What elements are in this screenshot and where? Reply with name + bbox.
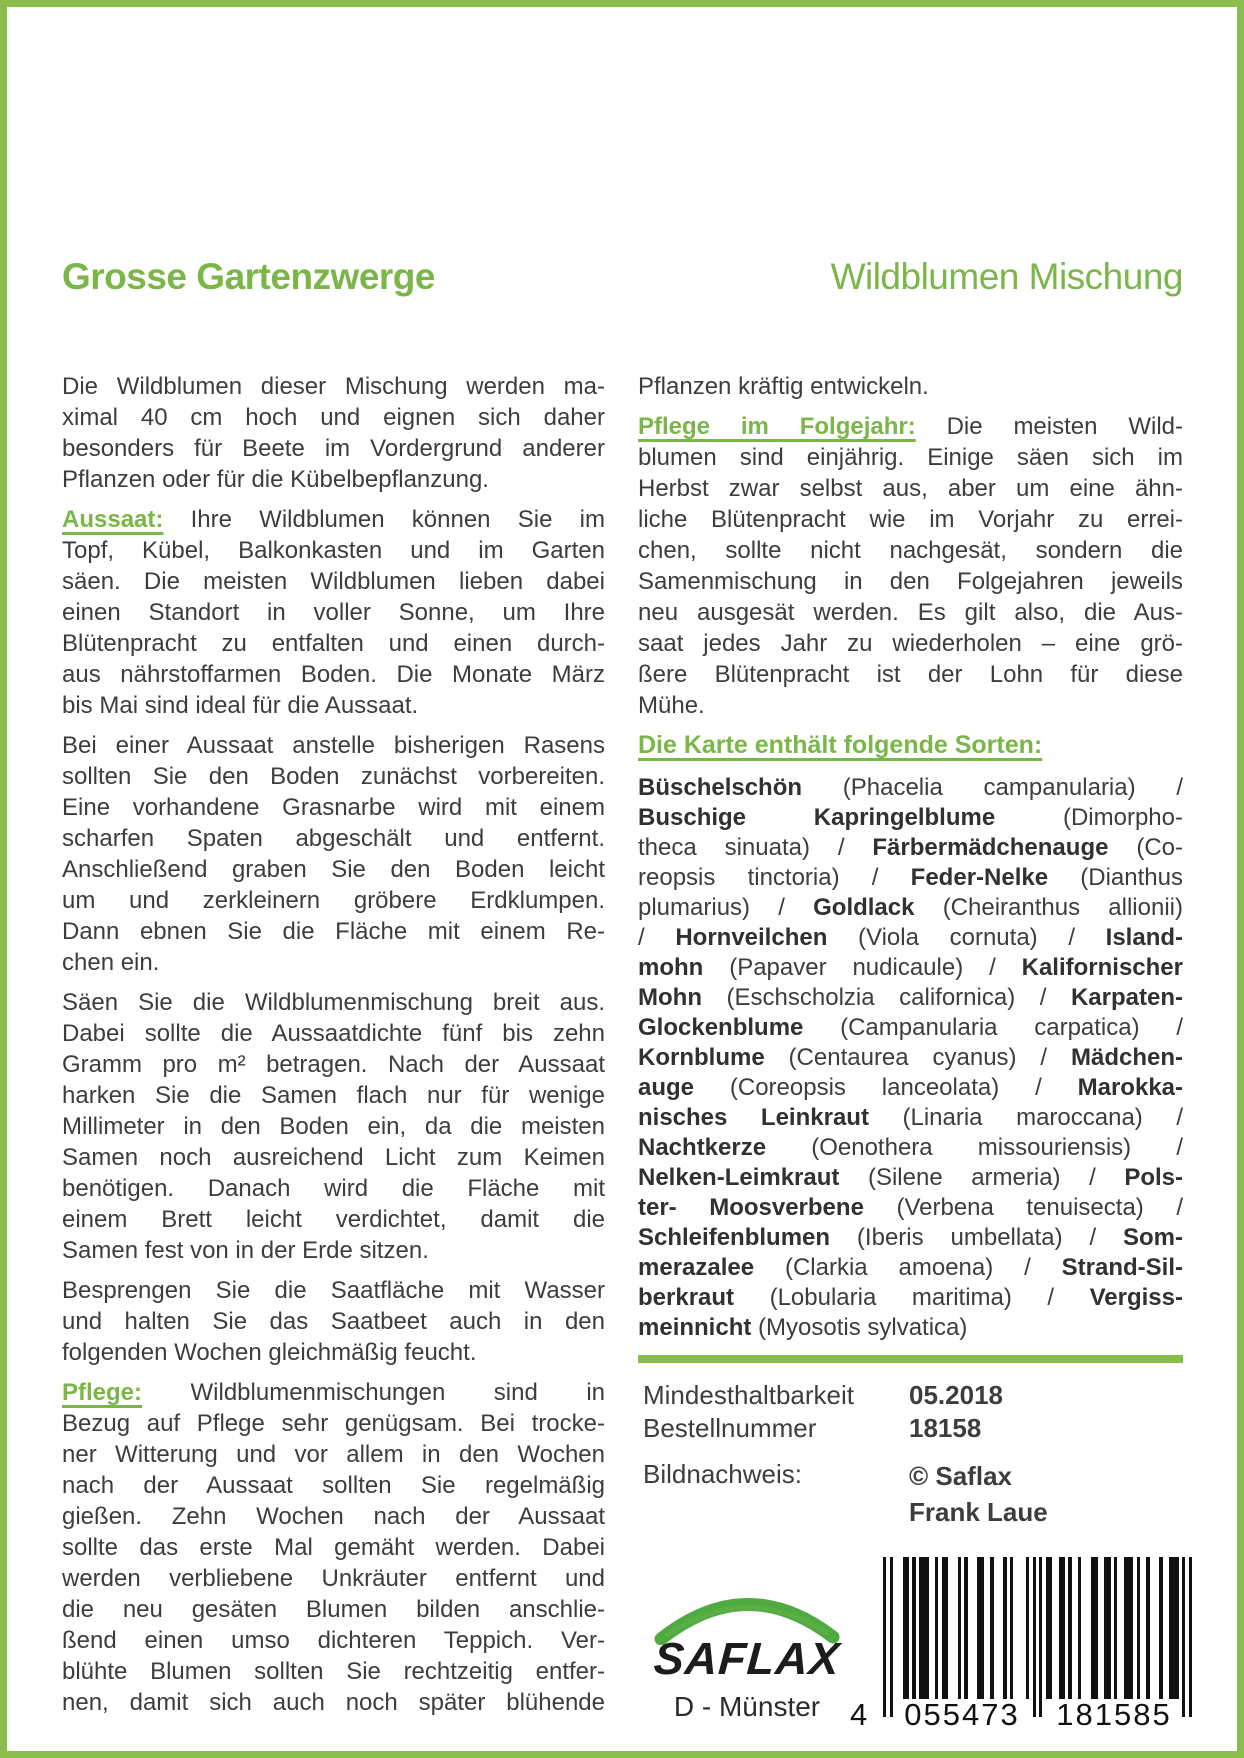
text-line: berkraut (Lobularia maritima) / Vergiss- (638, 1284, 1183, 1311)
shelf-life-row (643, 1379, 1183, 1412)
text-line: Mühe. (638, 692, 705, 719)
text-line: Samen fest von in der Erde sitzen. (62, 1237, 429, 1264)
text-line: Topf, Kübel, Balkonkasten und im Garten (62, 537, 605, 564)
text-line: nisches Leinkraut (Linaria maroccana) / (638, 1104, 1183, 1131)
inline-section-lead: Aussaat: (62, 506, 164, 533)
text-line: ter- Moosverbene (Verbena tenuisecta) / (638, 1194, 1183, 1221)
text-line: reopsis tinctoria) / Feder-Nelke (Dianthus (638, 864, 1183, 891)
text-line: besonders für Beete im Vordergrund anderer (62, 435, 605, 462)
text-line: Pflege: Wildblumenmischungen sind in (62, 1379, 605, 1406)
text-line: benötigen. Danach wird die Fläche mit (62, 1175, 605, 1202)
text-line: liche Blütenpracht wie im Vorjahr zu errei- (638, 506, 1183, 533)
text-line: Pflanzen oder für die Kübelbepflanzung. (62, 466, 489, 493)
photo-credit-row (643, 1458, 1183, 1530)
text-line: Dann ebnen Sie die Fläche mit einem Re- (62, 918, 605, 945)
barcode-right-digits: 181585 (1056, 1697, 1172, 1732)
text-line: Gramm pro m² betragen. Nach der Aussaat (62, 1051, 605, 1078)
brand-name: SAFLAX (652, 1633, 842, 1684)
photo-credit-line2: Frank Laue (909, 1497, 1048, 1527)
text-line: nach der Aussaat sollten Sie regelmäßig (62, 1472, 605, 1499)
text-line: neu ausgesät werden. Es gilt also, die Aus- (638, 599, 1183, 626)
text-line: Säen Sie die Wildblumenmischung breit aus. (62, 989, 605, 1016)
text-line: merazalee (Clarkia amoena) / Strand-Sil- (638, 1254, 1183, 1281)
paragraph (638, 411, 1183, 721)
shelf-life-value: 05.2018 (909, 1380, 1003, 1410)
text-line: ner Witterung und vor allem in den Wochen (62, 1441, 605, 1468)
page-title-product: Wildblumen Mischung (830, 256, 1183, 297)
text-line: Pflanzen kräftig entwickeln. (638, 373, 929, 400)
text-line: theca sinuata) / Färbermädchenauge (Co- (638, 834, 1183, 861)
order-number-row (643, 1412, 1183, 1445)
text-line: Glockenblume (Campanularia carpatica) / (638, 1014, 1183, 1041)
text-line: meinnicht (Myosotis sylvatica) (638, 1314, 968, 1341)
text-line: Anschließend graben Sie den Boden leicht (62, 856, 605, 883)
text-line: Aussaat: Ihre Wildblumen können Sie im (62, 506, 605, 533)
text-line: die neu gesäten Blumen bilden anschlie- (62, 1596, 605, 1623)
text-line: blühte Blumen sollten Sie rechtzeitig entfer- (62, 1658, 605, 1685)
text-line: Samenmischung in den Folgejahren jeweils (638, 568, 1183, 595)
text-line: bis Mai sind ideal für die Aussaat. (62, 692, 419, 719)
text-line: Pflege im Folgejahr: Die meisten Wild- (638, 413, 1183, 440)
text-line: folgenden Wochen gleichmäßig feucht. (62, 1339, 477, 1366)
text-line: mohn (Papaver nudicaule) / Kalifornischer (638, 954, 1183, 981)
barcode (850, 1557, 1192, 1735)
paragraph (62, 371, 605, 495)
sorts-section-heading: Die Karte enthält folgende Sorten: (638, 731, 1043, 759)
text-line: Bei einer Aussaat anstelle bisherigen Rasens (62, 732, 605, 759)
text-line: Samen noch ausreichend Licht zum Keimen (62, 1144, 605, 1171)
text-line: Dabei sollte die Aussaatdichte fünf bis zehn (62, 1020, 605, 1047)
text-line: chen, sollte nicht nachgesät, sondern die (638, 537, 1183, 564)
text-line: scharfen Spaten abgeschält und entfernt. (62, 825, 605, 852)
barcode-first-digit: 4 (850, 1697, 868, 1732)
text-line: Nelken-Leimkraut (Silene armeria) / Pols- (638, 1164, 1183, 1191)
text-line: Nachtkerze (Oenothera missouriensis) / (638, 1134, 1183, 1161)
paragraph (62, 1377, 605, 1718)
product-info (643, 1379, 1183, 1530)
text-line: aus nährstoffarmen Boden. Die Monate März (62, 661, 605, 688)
text-line: ximal 40 cm hoch und eignen sich daher (62, 404, 605, 431)
text-line: harken Sie die Samen flach nur für wenige (62, 1082, 605, 1109)
text-line: Schleifenblumen (Iberis umbellata) / Som- (638, 1224, 1183, 1251)
divider-rule (638, 1355, 1183, 1363)
brand-location: D - Münster (673, 1691, 821, 1722)
text-line: auge (Coreopsis lanceolata) / Marokka- (638, 1074, 1183, 1101)
paragraph (62, 730, 605, 978)
barcode-bars (883, 1557, 1192, 1717)
paragraph (62, 1275, 605, 1368)
barcode-left-digits: 055473 (904, 1697, 1020, 1732)
text-line: Mohn (Eschscholzia californica) / Karpaten- (638, 984, 1183, 1011)
right-text-column (638, 371, 1183, 1352)
paragraph (638, 773, 1183, 1343)
page-title-variety: Grosse Gartenzwerge (62, 256, 435, 297)
text-line: Eine vorhandene Grasnarbe wird mit einem (62, 794, 605, 821)
text-line: plumarius) / Goldlack (Cheiranthus allionii) (638, 894, 1183, 921)
text-line: sollten Sie den Boden zunächst vorbereiten. (62, 763, 605, 790)
text-line: säen. Die meisten Wildblumen lieben dabei (62, 568, 605, 595)
text-line: ßend einen umso dichteren Teppich. Ver- (62, 1627, 605, 1654)
photo-credit-label: Bildnachweis: (643, 1459, 802, 1489)
text-line: Besprengen Sie die Saatfläche mit Wasser (62, 1277, 605, 1304)
text-line: Blütenpracht zu entfalten und einen durch- (62, 630, 605, 657)
paragraph (62, 504, 605, 721)
text-line: Buschige Kapringelblume (Dimorpho- (638, 804, 1183, 831)
text-line: einem Brett leicht verdichtet, damit die (62, 1206, 605, 1233)
photo-credit-value (909, 1458, 1048, 1530)
text-line: gießen. Zehn Wochen nach der Aussaat (62, 1503, 605, 1530)
paragraph (638, 371, 1183, 402)
text-line: blumen sind einjährig. Einige säen sich im (638, 444, 1183, 471)
text-line: sollte das erste Mal gemäht werden. Dabei (62, 1534, 605, 1561)
text-line: einen Standort in voller Sonne, um Ihre (62, 599, 605, 626)
inline-section-lead: Pflege: (62, 1379, 143, 1406)
text-line: nen, damit sich auch noch später blühende (62, 1689, 605, 1716)
text-line: Büschelschön (Phacelia campanularia) / (638, 774, 1183, 801)
text-line: und halten Sie das Saatbeet auch in den (62, 1308, 605, 1335)
text-line: Millimeter in den Boden ein, da die meisten (62, 1113, 605, 1140)
text-line: chen ein. (62, 949, 160, 976)
text-line: werden verbliebene Unkräuter entfernt und (62, 1565, 605, 1592)
inline-section-lead: Pflege im Folgejahr: (638, 413, 916, 440)
text-line: Herbst zwar selbst aus, aber um eine ähn- (638, 475, 1183, 502)
text-line: Kornblume (Centaurea cyanus) / Mädchen- (638, 1044, 1183, 1071)
text-line: Bezug auf Pflege sehr genügsam. Bei trocke- (62, 1410, 605, 1437)
order-number-label: Bestellnummer (643, 1413, 817, 1443)
text-line: / Hornveilchen (Viola cornuta) / Island- (638, 924, 1183, 951)
text-line: um und zerkleinern gröbere Erdklumpen. (62, 887, 605, 914)
photo-credit-line1: © Saflax (909, 1461, 1012, 1491)
text-line: ßere Blütenpracht ist der Lohn für diese (638, 661, 1183, 688)
barcode-bar (1189, 1557, 1192, 1717)
order-number-value: 18158 (909, 1413, 982, 1443)
saflax-logo (647, 1575, 847, 1735)
paragraph (62, 987, 605, 1266)
left-text-column (62, 371, 605, 1727)
shelf-life-label: Mindesthaltbarkeit (643, 1380, 854, 1410)
text-line: saat jedes Jahr zu wiederholen – eine grö- (638, 630, 1183, 657)
text-line: Die Wildblumen dieser Mischung werden ma- (62, 373, 605, 400)
